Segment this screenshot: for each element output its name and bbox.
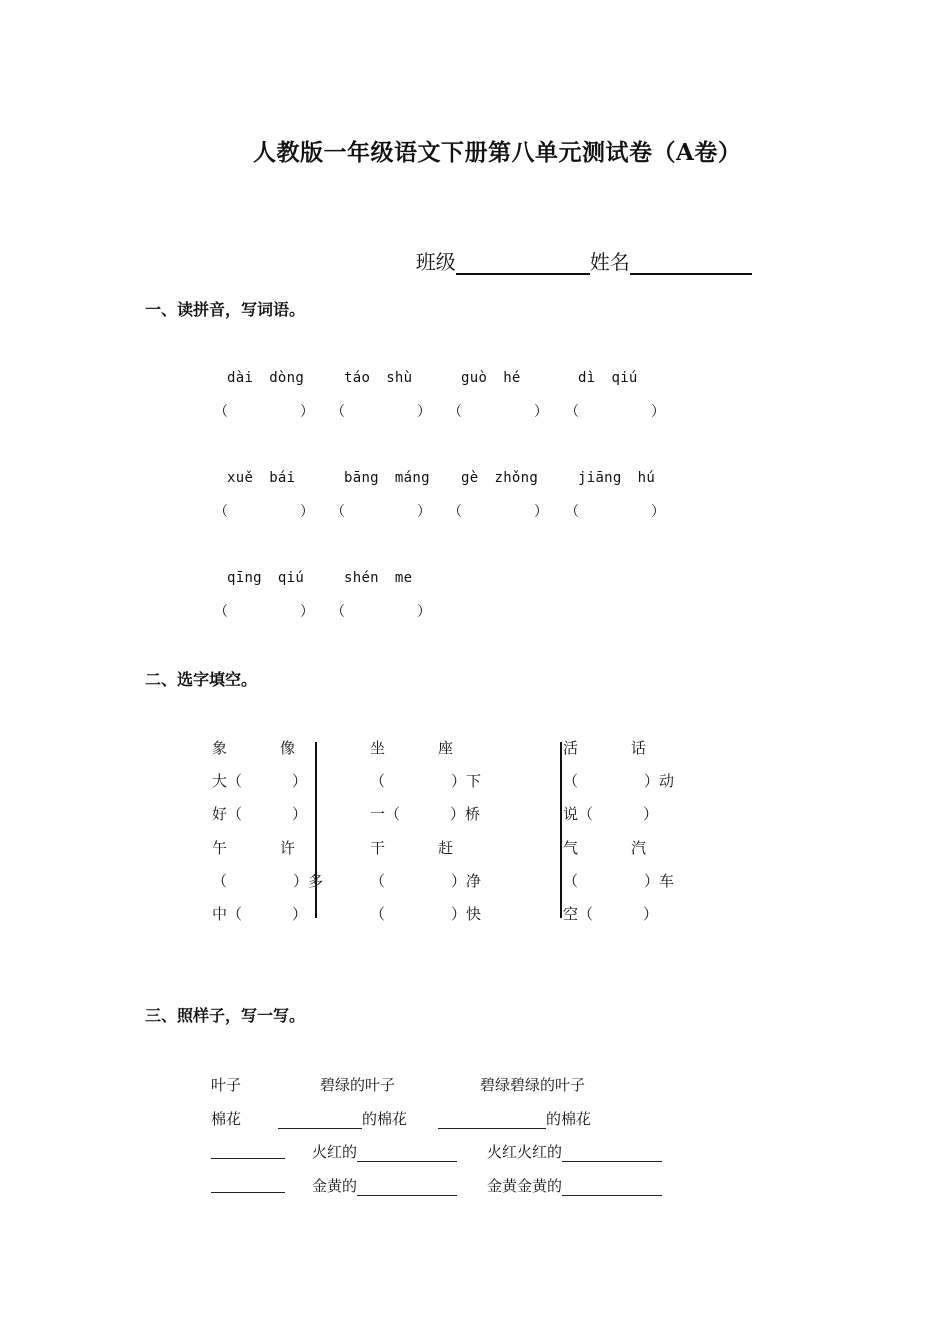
answer-box[interactable] [331,501,431,521]
pinyin-syllable: guò [461,370,488,386]
close-paren: ） [300,504,314,520]
fill-item[interactable] [563,803,658,824]
item-prefix: （ [212,872,228,890]
open-paren: （ [214,504,228,520]
example-word: 叶子 [211,1076,242,1094]
item-suffix: ）桥 [450,805,481,823]
pinyin-syllable: bāng [344,470,379,486]
phrase-row [487,1175,662,1196]
class-name-line [403,222,752,275]
choice-char: 座 [438,739,454,757]
answer-box[interactable] [565,501,665,521]
fill-item[interactable] [212,870,323,891]
pinyin-word [578,370,638,386]
choice-char: 活 [563,739,579,757]
section-2-heading: 二、选字填空。 [145,670,258,689]
close-paren: ） [417,504,431,520]
pinyin-syllable: shén [344,570,379,586]
answer-blank[interactable] [438,1112,546,1129]
item-prefix: （ [563,872,579,890]
pinyin-syllable: qīng [227,570,262,586]
phrase-suffix: 的棉花 [362,1110,408,1128]
example-phrase: 碧绿的叶子 [320,1076,396,1094]
choice-char: 坐 [370,739,386,757]
answer-blank[interactable] [278,1112,362,1129]
pinyin-word [578,470,655,486]
item-prefix: 好（ [212,805,243,823]
item-suffix: ）快 [451,905,482,923]
pinyin-syllable: bái [269,470,296,486]
pinyin-word [227,370,304,386]
name-field[interactable] [630,251,752,275]
answer-box[interactable] [565,401,665,421]
close-paren: ） [300,404,314,420]
answer-box[interactable] [448,501,548,521]
open-paren: （ [565,504,579,520]
pinyin-syllable: gè [461,470,479,486]
close-paren: ） [534,404,548,420]
item-suffix: ） [643,905,659,923]
pinyin-syllable: me [394,570,413,586]
phrase-row [438,1108,591,1129]
fill-item[interactable] [370,770,481,791]
item-suffix: ） [643,805,659,823]
close-paren: ） [651,504,665,520]
pinyin-syllable: táo [344,370,371,386]
answer-box[interactable] [214,401,314,421]
pinyin-word [344,370,412,386]
fill-item[interactable] [212,770,307,791]
section-1-heading: 一、读拼音，写词语。 [145,300,306,319]
phrase-row [211,1141,285,1159]
class-label: 班级 [415,250,456,274]
fill-item[interactable] [370,903,481,924]
answer-box[interactable] [448,401,548,421]
choice-char: 干 [370,839,386,857]
answer-box[interactable] [214,601,314,621]
example-phrase-double: 碧绿碧绿的叶子 [480,1076,586,1094]
open-paren: （ [214,404,228,420]
item-prefix: 说（ [563,805,594,823]
item-suffix: ） [292,905,308,923]
fill-item[interactable] [212,903,307,924]
pinyin-word [227,470,295,486]
item-prefix: （ [563,772,579,790]
section-3-heading: 三、照样子，写一写。 [145,1006,306,1025]
class-field[interactable] [456,251,590,275]
pinyin-syllable: zhǒng [494,470,539,486]
answer-blank[interactable] [357,1179,457,1196]
fill-item[interactable] [370,803,480,824]
item-suffix: ）多 [293,872,324,890]
pinyin-syllable: dòng [269,370,305,386]
item-prefix: 空（ [563,905,594,923]
choice-char: 午 [212,839,228,857]
phrase-suffix: 的棉花 [546,1110,592,1128]
choice-char: 话 [631,739,647,757]
phrase-row [312,1141,457,1162]
phrase-prefix: 火红火红的 [487,1143,563,1161]
divider-line [315,742,317,918]
pinyin-word [461,470,538,486]
answer-blank[interactable] [211,1176,285,1193]
choice-char: 象 [212,739,228,757]
close-paren: ） [417,604,431,620]
open-paren: （ [331,504,345,520]
item-suffix: ）动 [644,772,675,790]
phrase-prefix: 金黄金黄的 [487,1177,563,1195]
pinyin-syllable: hú [637,470,656,486]
phrase-prefix: 金黄的 [312,1177,358,1195]
word: 棉花 [211,1110,242,1128]
choice-char: 赶 [438,839,454,857]
choice-char: 像 [280,739,296,757]
item-prefix: （ [370,872,386,890]
choice-char: 气 [563,839,579,857]
phrase-row [487,1141,662,1162]
pinyin-syllable: hé [503,370,521,386]
divider-line [560,742,562,918]
item-suffix: ）下 [451,772,482,790]
item-prefix: 大（ [212,772,243,790]
open-paren: （ [214,604,228,620]
pinyin-syllable: shù [386,370,413,386]
item-prefix: （ [370,905,386,923]
answer-blank[interactable] [211,1142,285,1159]
pinyin-syllable: dài [227,370,254,386]
phrase-row [211,1175,285,1193]
choice-char: 汽 [631,839,647,857]
answer-blank[interactable] [562,1145,662,1162]
phrase-prefix: 火红的 [312,1143,358,1161]
close-paren: ） [534,504,548,520]
page-title: 人教版一年级语文下册第八单元测试卷（A卷） [253,139,742,166]
answer-blank[interactable] [562,1179,662,1196]
open-paren: （ [448,404,462,420]
item-suffix: ）车 [644,872,675,890]
item-suffix: ） [292,772,308,790]
name-label: 姓名 [589,250,630,274]
answer-blank[interactable] [357,1145,457,1162]
close-paren: ） [651,404,665,420]
phrase-row [278,1108,407,1129]
pinyin-syllable: máng [394,470,430,486]
open-paren: （ [331,404,345,420]
fill-item[interactable] [563,870,674,891]
fill-item[interactable] [212,803,307,824]
open-paren: （ [448,504,462,520]
close-paren: ） [417,404,431,420]
item-prefix: （ [370,772,386,790]
item-prefix: 一（ [370,805,401,823]
fill-item[interactable] [563,770,674,791]
fill-item[interactable] [370,870,481,891]
item-suffix: ）净 [451,872,482,890]
pinyin-word [344,570,412,586]
pinyin-syllable: dì [578,370,596,386]
pinyin-syllable: qiú [277,570,305,586]
pinyin-syllable: jiāng [578,470,622,486]
item-prefix: 中（ [212,905,243,923]
answer-box[interactable] [331,601,431,621]
pinyin-word [227,570,304,586]
pinyin-syllable: xuě [227,470,254,486]
choice-char: 许 [280,839,296,857]
answer-box[interactable] [331,401,431,421]
answer-box[interactable] [214,501,314,521]
open-paren: （ [331,604,345,620]
phrase-row [312,1175,457,1196]
close-paren: ） [300,604,314,620]
pinyin-word [344,470,430,486]
pinyin-word [461,370,521,386]
item-suffix: ） [292,805,308,823]
open-paren: （ [565,404,579,420]
pinyin-syllable: qiú [611,370,638,386]
fill-item[interactable] [563,903,658,924]
